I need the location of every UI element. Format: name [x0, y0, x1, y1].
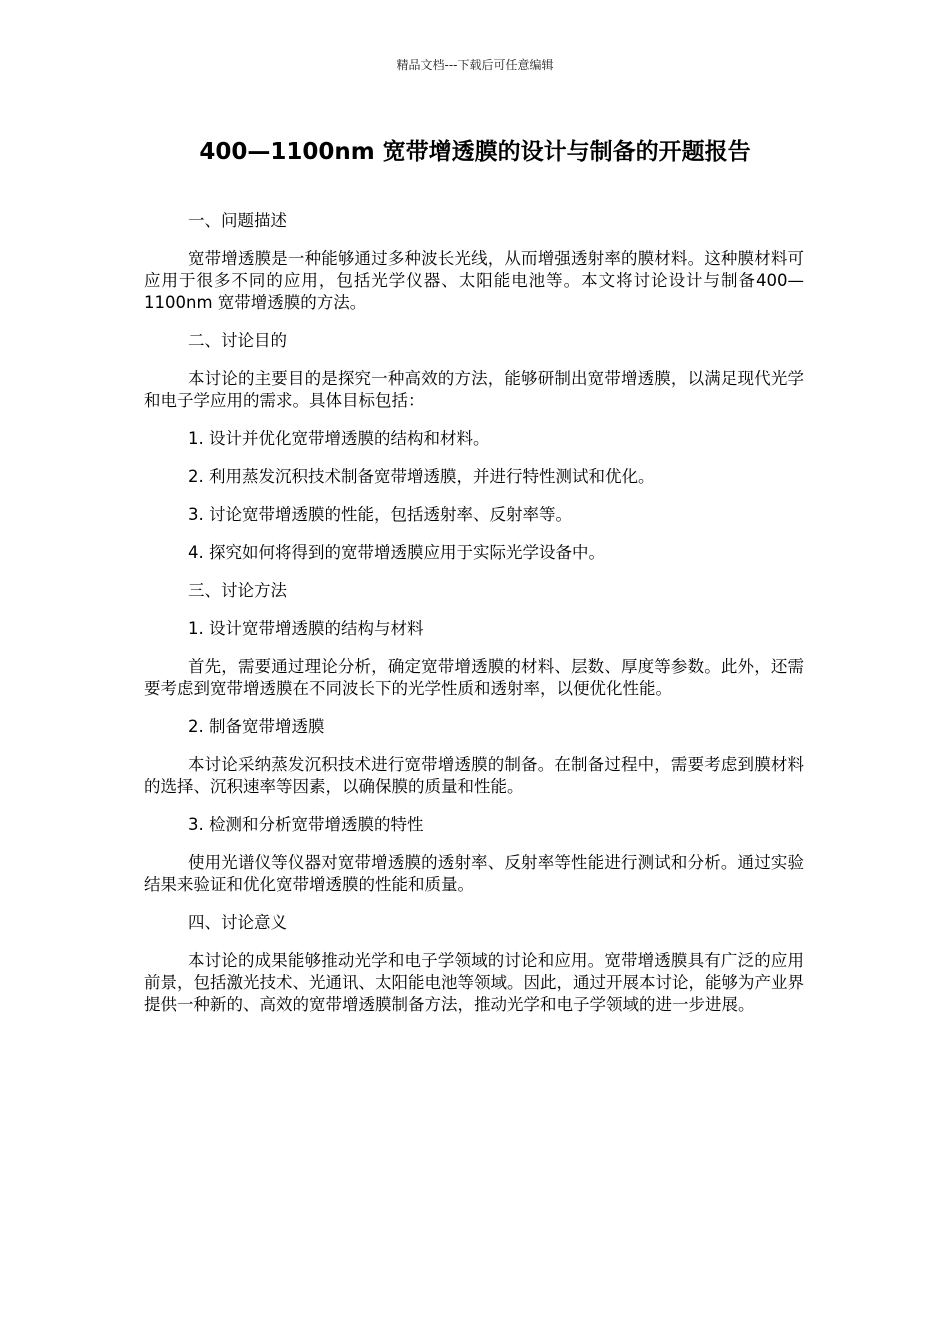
subheading-method-2: 2. 制备宽带增透膜	[188, 717, 325, 736]
subheading-method-1: 1. 设计宽带增透膜的结构与材料	[188, 619, 424, 638]
paragraph-purpose: 本讨论的主要目的是探究一种高效的方法，能够研制出宽带增透膜，以满足现代光学和电子学应用的需求。具体目标包括：	[144, 369, 804, 410]
list-item-goal-3: 3. 讨论宽带增透膜的性能，包括透射率、反射率等。	[188, 505, 572, 524]
paragraph-problem-description: 宽带增透膜是一种能够通过多种波长光线，从而增强透射率的膜材料。这种膜材料可应用于很多不同的应用，包括光学仪器、太阳能电池等。本文将讨论设计与制备400—1100nm 宽带增透膜的方法。	[144, 249, 804, 312]
section-heading-method: 三、讨论方法	[188, 581, 287, 600]
list-item-goal-4: 4. 探究如何将得到的宽带增透膜应用于实际光学设备中。	[188, 543, 605, 562]
section-heading-significance: 四、讨论意义	[188, 913, 287, 932]
paragraph-method-3: 使用光谱仪等仪器对宽带增透膜的透射率、反射率等性能进行测试和分析。通过实验结果来验证和优化宽带增透膜的性能和质量。	[144, 853, 804, 894]
document-title: 400—1100nm 宽带增透膜的设计与制备的开题报告	[199, 139, 751, 165]
paragraph-method-1: 首先，需要通过理论分析，确定宽带增透膜的材料、层数、厚度等参数。此外，还需要考虑到宽带增透膜在不同波长下的光学性质和透射率，以便优化性能。	[144, 657, 804, 698]
list-item-goal-1: 1. 设计并优化宽带增透膜的结构和材料。	[188, 429, 490, 448]
subheading-method-3: 3. 检测和分析宽带增透膜的特性	[188, 815, 424, 834]
document-body	[144, 210, 804, 1032]
section-heading-purpose: 二、讨论目的	[188, 331, 287, 350]
page-header: 精品文档---下载后可任意编辑	[396, 58, 554, 72]
list-item-goal-2: 2. 利用蒸发沉积技术制备宽带增透膜，并进行特性测试和优化。	[188, 467, 655, 486]
paragraph-method-2: 本讨论采纳蒸发沉积技术进行宽带增透膜的制备。在制备过程中，需要考虑到膜材料的选择、沉积速率等因素，以确保膜的质量和性能。	[144, 755, 804, 796]
paragraph-significance: 本讨论的成果能够推动光学和电子学领域的讨论和应用。宽带增透膜具有广泛的应用前景，包括激光技术、光通讯、太阳能电池等领域。因此，通过开展本讨论，能够为产业界提供一种新的、高效的宽带增透膜制备方法，推动光学和电子学领域的进一步进展。	[144, 951, 804, 1014]
section-heading-problem: 一、问题描述	[188, 211, 287, 230]
